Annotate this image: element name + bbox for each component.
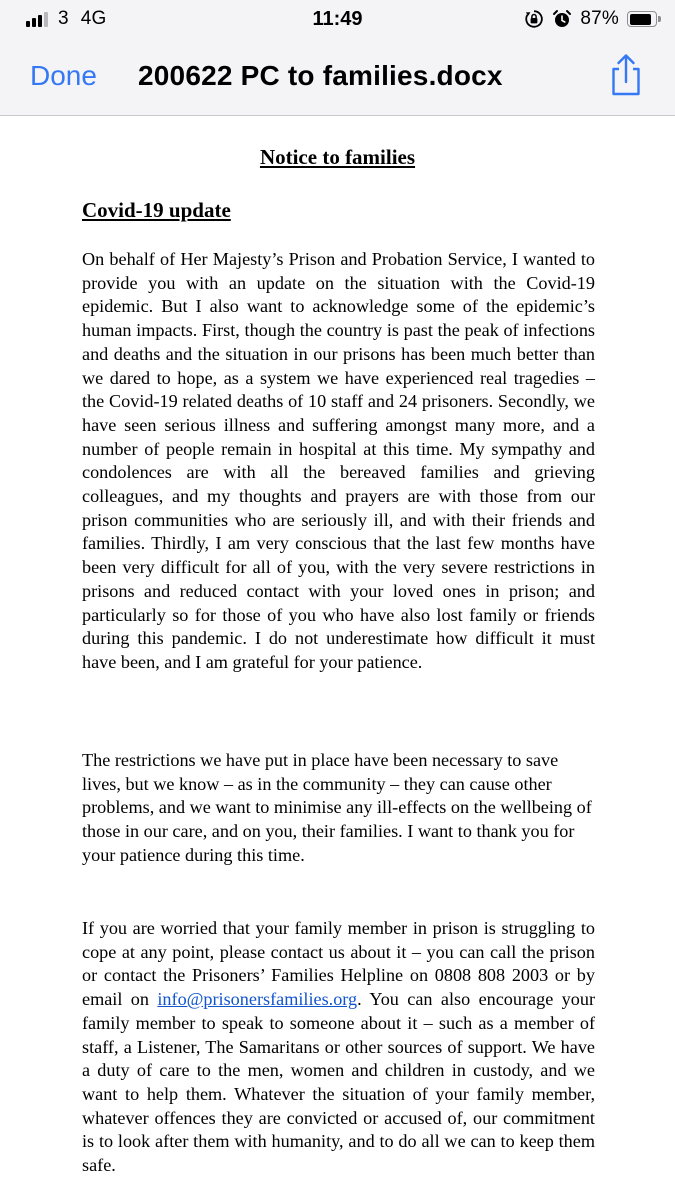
status-bar-right — [524, 7, 661, 31]
email-link[interactable]: info@prisonersfamilies.org — [157, 989, 358, 1010]
share-icon — [606, 52, 646, 98]
battery-percentage: 87% — [580, 8, 619, 29]
document-subheading: Covid-19 update — [82, 198, 231, 222]
alarm-clock-icon — [552, 9, 572, 29]
share-button[interactable] — [606, 52, 646, 98]
status-time: 11:49 — [312, 8, 363, 30]
document-viewer[interactable] — [0, 117, 675, 1200]
status-bar — [0, 0, 675, 38]
document-title: 200622 PC to families.docx — [138, 60, 503, 91]
paragraph-3 — [82, 917, 595, 1178]
paragraph-1: On behalf of Her Majesty’s Prison and Probation Service, I wanted to provide you with an update on the situation with the Covid-19 epidemic. But I also want to acknowledge some of the epidemic’s human impacts. First, though the country is past the peak of infections and deaths and the situation in our prisons has been much better than we dared to hope, as a system we have experienced real tragedies – the Covid-19 related deaths of 10 staff and 24 prisoners. Secondly, we have seen serious illness and suffering amongst many more, and a number of people remain in hospital at this time. My sympathy and condolences are with all the bereaved families and grieving colleagues, and my thoughts and prayers are with those from our prison communities who are seriously ill, and with their friends and families. Thirdly, I am very conscious that the last few months have been very difficult for all of you, with the very severe restrictions in prisons and reduced contact with your loved ones in prison; and particularly so for those of you who have also lost family or friends during this pandemic. I do not underestimate how difficult it must have been, and I am grateful for your patience. — [82, 249, 595, 672]
carrier-name: 3 — [58, 8, 69, 29]
navigation-bar — [0, 38, 675, 116]
paragraph-3-text-after: . You can also encourage your family member to speak to someone about it – such as a member of staff, a Listener, The Samaritans or other sources of support. We have a duty of care to the men, women and children in custody, and we want to help them. Whatever the situation of your family member, whatever offences they are convicted or accused of, our commitment is to look after them with humanity, and to do all we can to keep them safe. — [82, 989, 596, 1176]
battery-icon — [627, 11, 661, 27]
document-heading: Notice to families — [259, 145, 416, 169]
done-button[interactable]: Done — [30, 60, 97, 91]
paragraph-3-text-before: If you are worried that your family member in prison is struggling to cope at any point, please contact us about it – you can call the prison or contact the Prisoners’ Families Helpline on 0808 808 2003 or by email on — [82, 918, 595, 1010]
paragraph-2: The restrictions we have put in place have been necessary to save lives, but we know – as in the community – they can cause other problems, and we want to minimise any ill-effects on the wellbeing of those in our care, and on you, their families. I want to thank you for your patience during this time. — [82, 750, 592, 865]
orientation-lock-icon — [524, 9, 544, 29]
network-type: 4G — [80, 8, 107, 29]
